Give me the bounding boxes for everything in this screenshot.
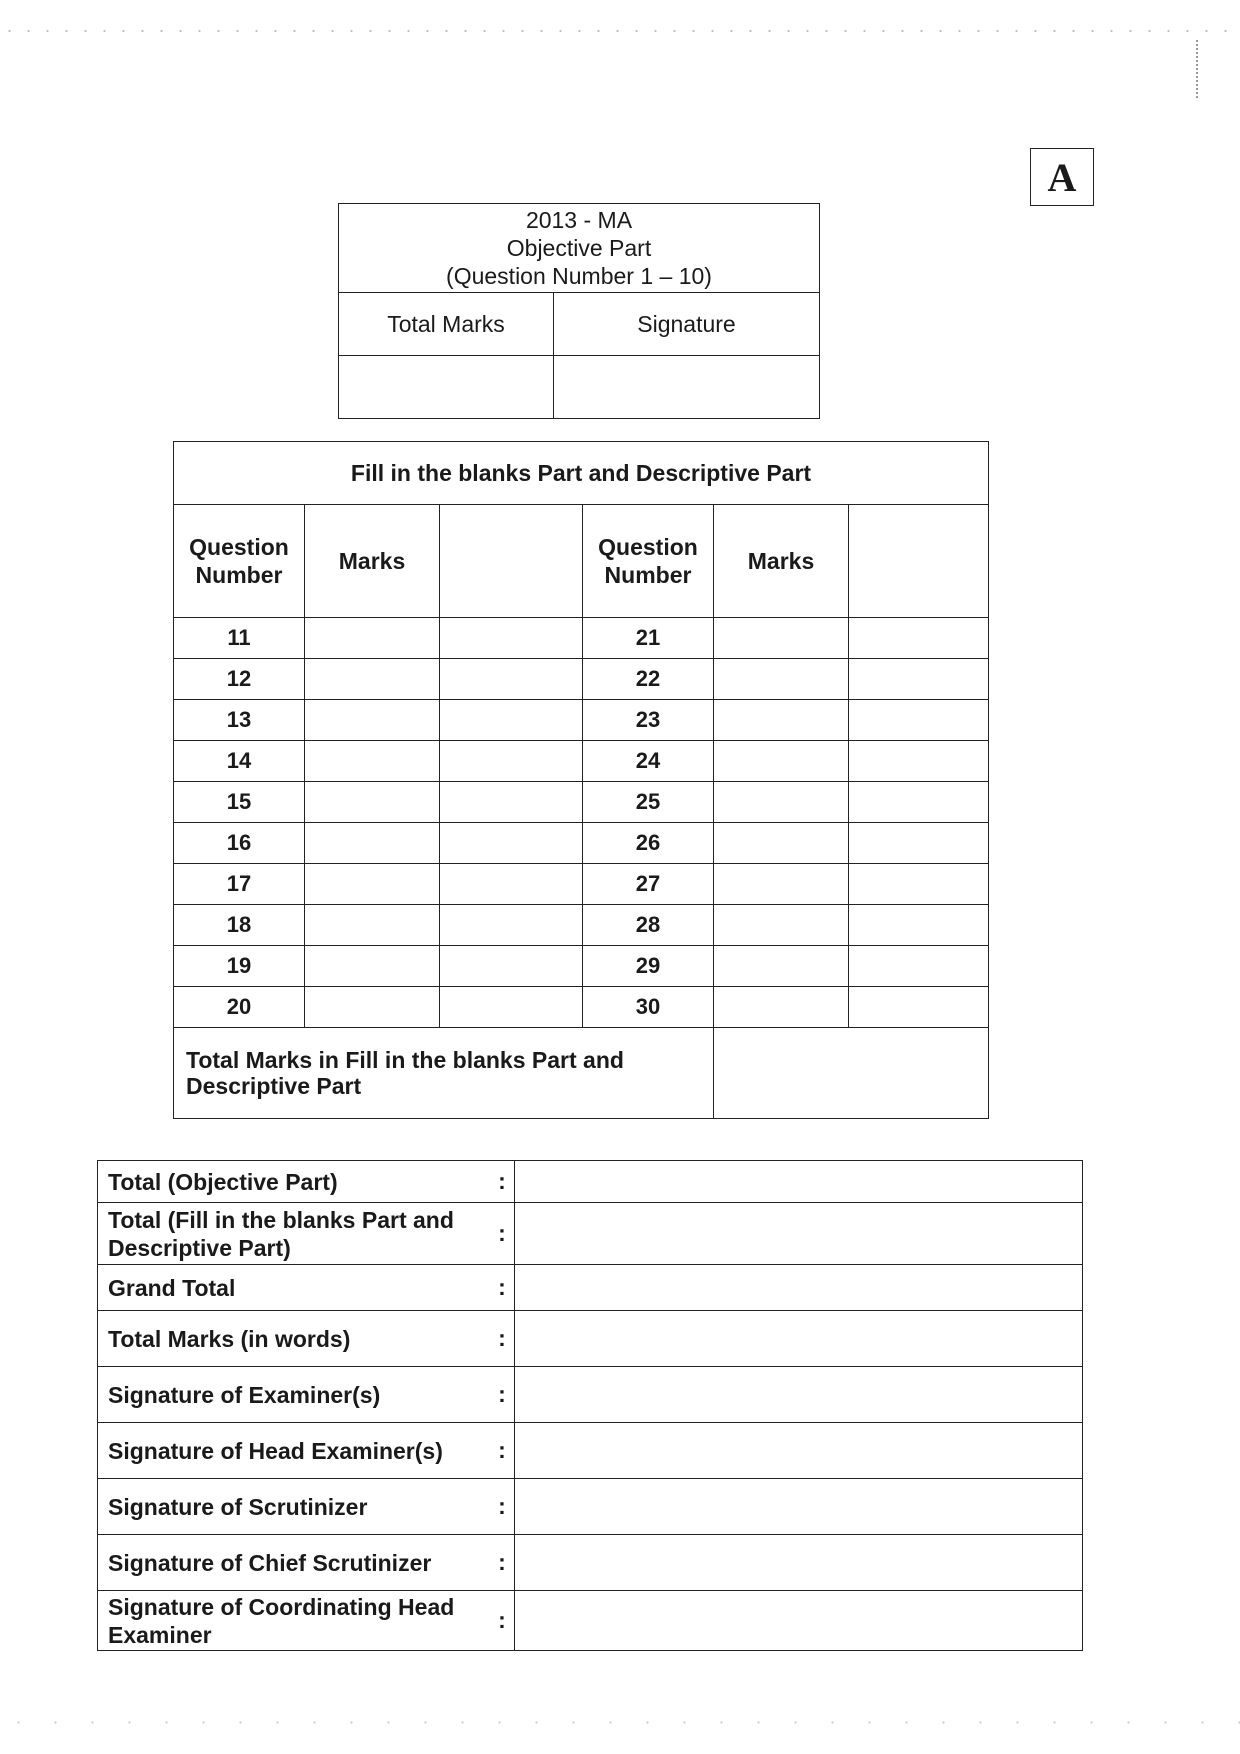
extra-field[interactable] bbox=[440, 946, 583, 987]
summary-label-total-fill-blanks: Total (Fill in the blanks Part and Descriptive Part) bbox=[98, 1203, 491, 1265]
summary-label-total-objective: Total (Objective Part) bbox=[98, 1161, 491, 1203]
question-number: 30 bbox=[583, 987, 714, 1028]
summary-row bbox=[98, 1367, 1083, 1423]
objective-part-table bbox=[338, 203, 820, 419]
left-extra-header bbox=[440, 505, 583, 618]
marks-field[interactable] bbox=[305, 700, 440, 741]
table-row bbox=[174, 659, 989, 700]
summary-colon: : bbox=[490, 1311, 515, 1367]
summary-row bbox=[98, 1203, 1083, 1265]
fill-blanks-descriptive-table bbox=[173, 441, 989, 1119]
table-row bbox=[174, 987, 989, 1028]
marks-field[interactable] bbox=[714, 618, 849, 659]
extra-field[interactable] bbox=[440, 659, 583, 700]
question-number: 20 bbox=[174, 987, 305, 1028]
summary-row bbox=[98, 1311, 1083, 1367]
extra-field[interactable] bbox=[849, 864, 989, 905]
marks-field[interactable] bbox=[714, 905, 849, 946]
summary-row bbox=[98, 1591, 1083, 1651]
marks-field[interactable] bbox=[714, 864, 849, 905]
summary-row bbox=[98, 1423, 1083, 1479]
question-number: 19 bbox=[174, 946, 305, 987]
extra-field[interactable] bbox=[849, 987, 989, 1028]
fill-blanks-total-field[interactable] bbox=[714, 1028, 989, 1119]
summary-colon: : bbox=[490, 1161, 515, 1203]
extra-field[interactable] bbox=[849, 741, 989, 782]
summary-row bbox=[98, 1535, 1083, 1591]
summary-colon: : bbox=[490, 1591, 515, 1651]
right-question-number-header: Question Number bbox=[583, 505, 714, 618]
summary-colon: : bbox=[490, 1367, 515, 1423]
extra-field[interactable] bbox=[440, 741, 583, 782]
extra-field[interactable] bbox=[849, 618, 989, 659]
objective-signature-header: Signature bbox=[554, 293, 820, 356]
objective-total-marks-header: Total Marks bbox=[339, 293, 554, 356]
fill-blanks-total-label: Total Marks in Fill in the blanks Part and Descriptive Part bbox=[174, 1028, 714, 1119]
summary-colon: : bbox=[490, 1203, 515, 1265]
extra-field[interactable] bbox=[440, 864, 583, 905]
summary-label-head-examiner-signature: Signature of Head Examiner(s) bbox=[98, 1423, 491, 1479]
marks-field[interactable] bbox=[305, 864, 440, 905]
question-number: 23 bbox=[583, 700, 714, 741]
table-row bbox=[174, 618, 989, 659]
objective-question-range: (Question Number 1 – 10) bbox=[446, 263, 712, 289]
fill-blanks-total-row bbox=[174, 1028, 989, 1119]
marks-field[interactable] bbox=[305, 823, 440, 864]
marks-field[interactable] bbox=[305, 618, 440, 659]
extra-field[interactable] bbox=[849, 823, 989, 864]
right-extra-header bbox=[849, 505, 989, 618]
summary-colon: : bbox=[490, 1423, 515, 1479]
table-row bbox=[174, 741, 989, 782]
question-number: 13 bbox=[174, 700, 305, 741]
extra-field[interactable] bbox=[849, 905, 989, 946]
objective-part-header bbox=[339, 204, 820, 293]
question-number: 15 bbox=[174, 782, 305, 823]
scan-edge-mark bbox=[1196, 40, 1200, 98]
marks-field[interactable] bbox=[714, 659, 849, 700]
marks-field[interactable] bbox=[305, 946, 440, 987]
question-number: 25 bbox=[583, 782, 714, 823]
summary-label-examiner-signature: Signature of Examiner(s) bbox=[98, 1367, 491, 1423]
marks-field[interactable] bbox=[305, 741, 440, 782]
summary-table bbox=[97, 1160, 1083, 1651]
right-marks-header: Marks bbox=[714, 505, 849, 618]
marks-field[interactable] bbox=[305, 987, 440, 1028]
extra-field[interactable] bbox=[849, 700, 989, 741]
fill-blanks-table-title: Fill in the blanks Part and Descriptive Part bbox=[174, 442, 989, 505]
marks-field[interactable] bbox=[714, 700, 849, 741]
table-row bbox=[174, 700, 989, 741]
question-number: 12 bbox=[174, 659, 305, 700]
table-row bbox=[174, 782, 989, 823]
summary-value-grand-total[interactable] bbox=[515, 1265, 1083, 1311]
extra-field[interactable] bbox=[440, 905, 583, 946]
marks-field[interactable] bbox=[305, 782, 440, 823]
summary-label-scrutinizer-signature: Signature of Scrutinizer bbox=[98, 1479, 491, 1535]
summary-row bbox=[98, 1161, 1083, 1203]
summary-value-total-fill-blanks[interactable] bbox=[515, 1203, 1083, 1265]
question-number: 29 bbox=[583, 946, 714, 987]
summary-value-scrutinizer-signature[interactable] bbox=[515, 1479, 1083, 1535]
question-number: 27 bbox=[583, 864, 714, 905]
year-code: 2013 - MA bbox=[525, 207, 633, 233]
left-question-number-header: Question Number bbox=[174, 505, 305, 618]
question-number: 22 bbox=[583, 659, 714, 700]
question-number: 18 bbox=[174, 905, 305, 946]
question-number: 14 bbox=[174, 741, 305, 782]
question-number: 17 bbox=[174, 864, 305, 905]
marks-field[interactable] bbox=[305, 659, 440, 700]
summary-value-coordinating-head-examiner-signature[interactable] bbox=[515, 1591, 1083, 1651]
extra-field[interactable] bbox=[440, 700, 583, 741]
summary-colon: : bbox=[490, 1535, 515, 1591]
extra-field[interactable] bbox=[849, 659, 989, 700]
scan-speckle-bottom bbox=[0, 1718, 1240, 1726]
extra-field[interactable] bbox=[440, 823, 583, 864]
summary-label-coordinating-head-examiner-signature: Signature of Coordinating Head Examiner bbox=[98, 1591, 491, 1651]
question-number: 24 bbox=[583, 741, 714, 782]
extra-field[interactable] bbox=[440, 618, 583, 659]
summary-value-head-examiner-signature[interactable] bbox=[515, 1423, 1083, 1479]
summary-row bbox=[98, 1265, 1083, 1311]
extra-field[interactable] bbox=[849, 782, 989, 823]
marks-field[interactable] bbox=[714, 987, 849, 1028]
question-number: 16 bbox=[174, 823, 305, 864]
summary-row bbox=[98, 1479, 1083, 1535]
table-row bbox=[174, 905, 989, 946]
extra-field[interactable] bbox=[849, 946, 989, 987]
summary-label-grand-total: Grand Total bbox=[98, 1265, 491, 1311]
marks-field[interactable] bbox=[305, 905, 440, 946]
left-marks-header: Marks bbox=[305, 505, 440, 618]
objective-total-marks-field[interactable] bbox=[339, 356, 554, 419]
extra-field[interactable] bbox=[440, 987, 583, 1028]
summary-colon: : bbox=[490, 1479, 515, 1535]
extra-field[interactable] bbox=[440, 782, 583, 823]
question-number: 21 bbox=[583, 618, 714, 659]
summary-value-chief-scrutinizer-signature[interactable] bbox=[515, 1535, 1083, 1591]
summary-value-total-objective[interactable] bbox=[515, 1161, 1083, 1203]
objective-signature-field[interactable] bbox=[554, 356, 820, 419]
marks-field[interactable] bbox=[714, 741, 849, 782]
summary-label-chief-scrutinizer-signature: Signature of Chief Scrutinizer bbox=[98, 1535, 491, 1591]
summary-colon: : bbox=[490, 1265, 515, 1311]
summary-value-total-in-words[interactable] bbox=[515, 1311, 1083, 1367]
scan-speckle-top bbox=[0, 28, 1240, 36]
objective-part-title: Objective Part bbox=[506, 235, 652, 261]
paper-version-box bbox=[1030, 148, 1094, 206]
marks-field[interactable] bbox=[714, 782, 849, 823]
summary-label-total-in-words: Total Marks (in words) bbox=[98, 1311, 491, 1367]
table-row bbox=[174, 946, 989, 987]
marks-field[interactable] bbox=[714, 946, 849, 987]
question-number: 26 bbox=[583, 823, 714, 864]
table-row bbox=[174, 864, 989, 905]
question-number: 11 bbox=[174, 618, 305, 659]
question-number: 28 bbox=[583, 905, 714, 946]
table-row bbox=[174, 823, 989, 864]
marks-field[interactable] bbox=[714, 823, 849, 864]
paper-version-label: A bbox=[1047, 154, 1077, 200]
summary-value-examiner-signature[interactable] bbox=[515, 1367, 1083, 1423]
